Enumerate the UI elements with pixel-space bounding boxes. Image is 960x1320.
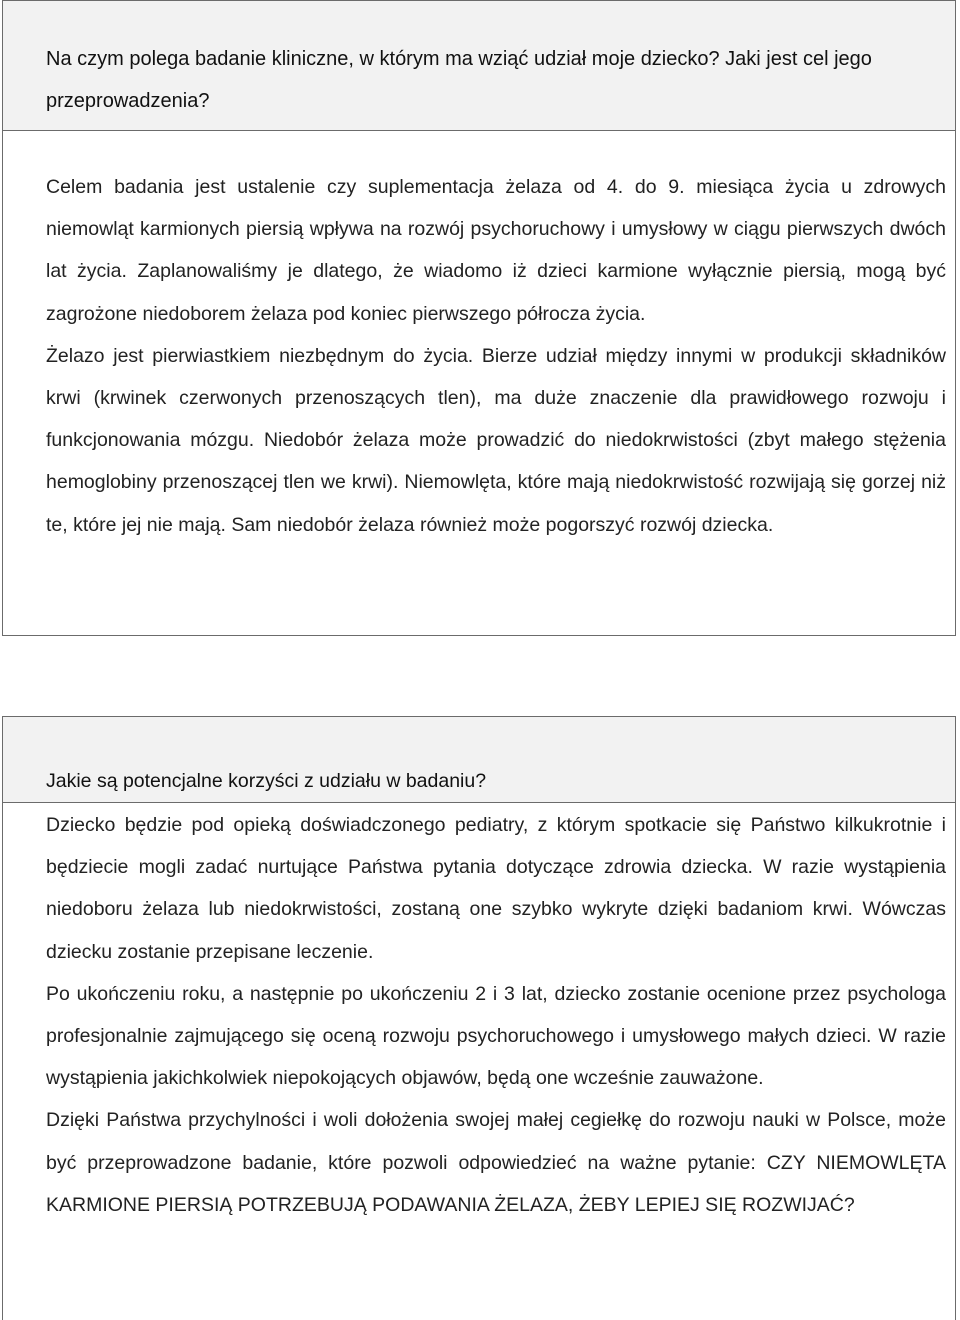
question-heading-study-purpose: Na czym polega badanie kliniczne, w którym ma wziąć udział moje dziecko? Jaki jest cel jego przeprowadzenia? xyxy=(46,48,872,112)
paragraph-iron-role: Żelazo jest pierwiastkiem niezbędnym do życia. Bierze udział między innymi w produkcji składników krwi (krwinek czerwonych przenoszących tlen), ma duże znaczenie dla prawidłowego rozwoju i funkcjonowania mózgu. Niedobór żelaza może prowadzić do niedokrwistości (zbyt małego stężenia hemoglobiny przenoszącej tlen we krwi). Niemowlęta, które mają niedokrwistość rozwijają się gorzej niż te, które jej nie mają. Sam niedobór żelaza również może pogorszyć rozwój dziecka. xyxy=(46,344,946,536)
question-heading-benefits: Jakie są potencjalne korzyści z udziału w badaniu? xyxy=(46,770,487,792)
paragraph-contribution: Dzięki Państwa przychylności i woli dołożenia swojej małej cegiełkę do rozwoju nauki w Polsce, może być przeprowadzone badanie, które pozwoli odpowiedzieć na ważne pytanie: CZY NIEMOWLĘTA KARMIONE PIERSIĄ POTRZEBUJĄ PODAWANIA ŻELAZA, ŻEBY LEPIEJ SIĘ ROZWIJAĆ? xyxy=(46,1109,946,1216)
paragraph-psychological-assessment: Po ukończeniu roku, a następnie po ukończeniu 2 i 3 lat, dziecko zostanie ocenione przez psychologa profesjonalnie zajmującego się oceną rozwoju psychoruchowego i umysłowego małych dzieci. W razie wystąpienia jakichkolwiek niepokojących objawów, będą one wcześnie zauważone. xyxy=(46,982,946,1090)
answer-body-benefits xyxy=(46,804,946,1226)
paragraph-study-goal: Celem badania jest ustalenie czy suplementacja żelaza od 4. do 9. miesiąca życia u zdrowych niemowląt karmionych piersią wpływa na rozwój psychoruchowy i umysłowy w ciągu pierwszych dwóch lat życia. Zaplanowaliśmy je dlatego, że wiadomo iż dzieci karmione wyłącznie piersią, mogą być zagrożone niedoborem żelaza pod koniec pierwszego półrocza życia. xyxy=(46,176,946,325)
paragraph-pediatric-care: Dziecko będzie pod opieką doświadczonego pediatry, z którym spotkacie się Państwo kilkukrotnie i będziecie mogli zadać nurtujące Państwa pytania dotyczące zdrowia dziecka. W razie wystąpienia niedoboru żelaza lub niedokrwistości, zostaną one szybko wykryte dzięki badaniom krwi. Wówczas dziecku zostanie przepisane leczenie. xyxy=(46,814,946,963)
answer-body-study-purpose xyxy=(46,166,946,546)
